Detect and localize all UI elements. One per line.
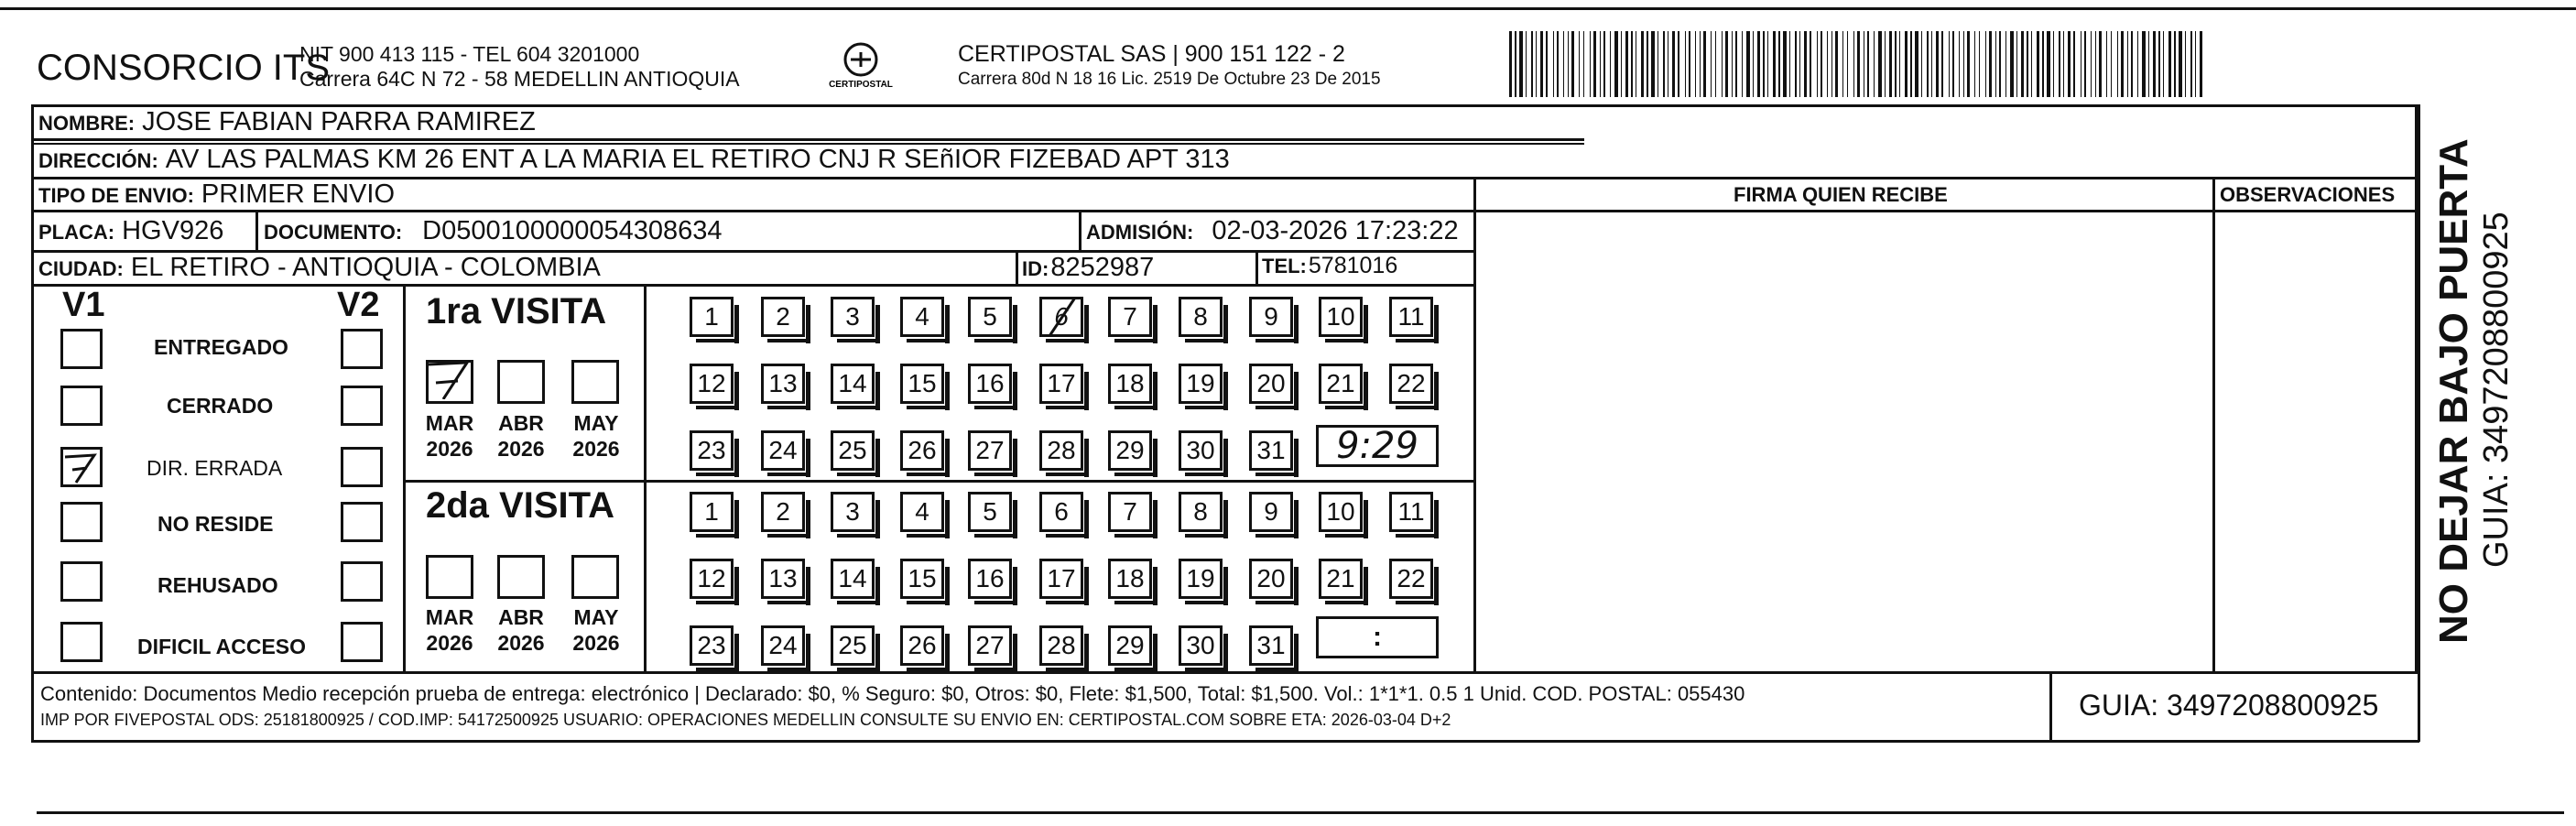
first-visit-day-10[interactable]: 10	[1319, 297, 1363, 337]
logo-text: CERTIPOSTAL	[829, 80, 893, 90]
v1-checkbox-entregado[interactable]	[60, 329, 103, 369]
first-visit-day-1[interactable]: 1	[690, 297, 734, 337]
status-entregado: ENTREGADO	[154, 335, 288, 359]
nombre-value: JOSE FABIAN PARRA RAMIREZ	[142, 107, 536, 136]
tel-value: 5781016	[1308, 253, 1398, 278]
first-visit-day-11[interactable]: 11	[1389, 297, 1433, 337]
documento-cell	[264, 216, 723, 246]
admision-label: ADMISIÓN:	[1086, 221, 1194, 244]
first-visit-day-6[interactable]: 6	[1039, 297, 1083, 337]
v1-checkbox-dificil-acceso[interactable]	[60, 622, 103, 662]
checkmark-icon	[427, 359, 471, 399]
first-month-label-may: MAY 2026	[572, 411, 620, 461]
admision-cell	[1086, 216, 1459, 246]
v2-checkbox-entregado[interactable]	[341, 329, 383, 369]
second-visit-day-13[interactable]: 13	[761, 559, 805, 599]
second-visit-time[interactable]: :	[1316, 616, 1439, 658]
second-visit-title: 2da VISITA	[426, 485, 614, 526]
company-address: Carrera 64C N 72 - 58 MEDELLIN ANTIOQUIA	[299, 67, 740, 91]
second-visit-day-8[interactable]: 8	[1179, 492, 1223, 532]
row-divider	[31, 138, 1584, 141]
second-visit-day-6[interactable]: 6	[1039, 492, 1083, 532]
top-border	[0, 7, 2576, 10]
placa-cell	[38, 216, 223, 246]
first-visit-month-may[interactable]	[571, 360, 619, 404]
col-divider	[2415, 104, 2418, 674]
placa-value: HGV926	[122, 216, 224, 245]
admision-value: 02-03-2026 17:23:22	[1212, 216, 1459, 245]
first-visit-day-23[interactable]: 23	[690, 430, 734, 471]
first-visit-day-21[interactable]: 21	[1319, 364, 1363, 404]
second-visit-day-4[interactable]: 4	[900, 492, 944, 532]
first-month-label-abr: ABR 2026	[497, 411, 545, 461]
cell-sep	[1255, 253, 1258, 284]
second-visit-day-25[interactable]: 25	[831, 625, 875, 666]
cell-sep	[255, 212, 258, 250]
first-visit-day-16[interactable]: 16	[968, 364, 1012, 404]
bottom-rule	[37, 811, 2564, 814]
status-rehusado: REHUSADO	[158, 573, 278, 597]
id-cell	[1022, 253, 1154, 283]
first-visit-day-17[interactable]: 17	[1039, 364, 1083, 404]
v2-header: V2	[337, 286, 380, 324]
id-value: 8252987	[1050, 253, 1155, 282]
v1-checkbox-no-reside[interactable]	[60, 502, 103, 542]
first-visit-day-15[interactable]: 15	[900, 364, 944, 404]
first-visit-day-28[interactable]: 28	[1039, 430, 1083, 471]
second-visit-month-may[interactable]	[571, 555, 619, 599]
second-visit-day-11[interactable]: 11	[1389, 492, 1433, 532]
tipo-envio-label: TIPO DE ENVIO:	[38, 184, 194, 207]
v1-header: V1	[62, 286, 105, 324]
first-visit-day-30[interactable]: 30	[1179, 430, 1223, 471]
col-divider	[2212, 179, 2215, 674]
first-visit-day-24[interactable]: 24	[761, 430, 805, 471]
second-visit-month-mar[interactable]	[426, 555, 473, 599]
direccion-row	[38, 145, 1230, 175]
table-left	[31, 104, 34, 742]
second-visit-day-17[interactable]: 17	[1039, 559, 1083, 599]
second-visit-day-24[interactable]: 24	[761, 625, 805, 666]
first-visit-title: 1ra VISITA	[426, 291, 607, 331]
first-visit-day-22[interactable]: 22	[1389, 364, 1433, 404]
v2-checkbox-dificil-acceso[interactable]	[341, 622, 383, 662]
col-divider	[2049, 674, 2052, 740]
second-visit-day-28[interactable]: 28	[1039, 625, 1083, 666]
first-visit-day-19[interactable]: 19	[1179, 364, 1223, 404]
status-dir-errada: DIR. ERRADA	[147, 456, 283, 480]
first-visit-day-31[interactable]: 31	[1249, 430, 1293, 471]
slash-mark-icon	[1042, 296, 1084, 336]
first-visit-day-25[interactable]: 25	[831, 430, 875, 471]
tel-label: TEL:	[1262, 255, 1307, 277]
v2-checkbox-no-reside[interactable]	[341, 502, 383, 542]
first-visit-day-7[interactable]: 7	[1108, 297, 1152, 337]
footer-print-line: IMP POR FIVEPOSTAL ODS: 25181800925 / COD.IMP: 54172500925 USUARIO: OPERACIONES MEDELLIN CONSULTE SU ENVIO EN: CERTIPOSTAL.COM SOBRE ETA: 2026-03-04 D+2	[40, 711, 1451, 729]
documento-value: D0500100000054308634	[422, 216, 723, 245]
first-visit-day-18[interactable]: 18	[1108, 364, 1152, 404]
direccion-value: AV LAS PALMAS KM 26 ENT A LA MARIA EL RETIRO CNJ R SEñIOR FIZEBAD APT 313	[165, 145, 1230, 174]
second-visit-day-23[interactable]: 23	[690, 625, 734, 666]
col-divider	[403, 287, 406, 671]
direccion-label: DIRECCIÓN:	[38, 149, 158, 172]
second-visit-day-12[interactable]: 12	[690, 559, 734, 599]
col-divider	[1473, 179, 1476, 674]
first-visit-day-4[interactable]: 4	[900, 297, 944, 337]
col-divider	[644, 287, 647, 671]
second-visit-day-29[interactable]: 29	[1108, 625, 1152, 666]
first-visit-time[interactable]: 9:29	[1316, 425, 1439, 467]
cell-sep	[1016, 253, 1018, 284]
second-visit-day-26[interactable]: 26	[900, 625, 944, 666]
second-month-label-mar: MAR 2026	[425, 605, 474, 655]
first-visit-day-26[interactable]: 26	[900, 430, 944, 471]
firma-header: FIRMA QUIEN RECIBE	[1734, 183, 1948, 206]
second-visit-day-30[interactable]: 30	[1179, 625, 1223, 666]
first-visit-day-14[interactable]: 14	[831, 364, 875, 404]
second-visit-day-20[interactable]: 20	[1249, 559, 1293, 599]
table-bottom	[31, 740, 2419, 743]
nombre-row	[38, 107, 536, 137]
first-visit-day-5[interactable]: 5	[968, 297, 1012, 337]
second-visit-day-27[interactable]: 27	[968, 625, 1012, 666]
first-month-label-mar: MAR 2026	[425, 411, 474, 461]
col-divider	[406, 480, 1473, 483]
first-visit-day-20[interactable]: 20	[1249, 364, 1293, 404]
barcode	[1509, 31, 2205, 97]
side-warning: NO DEJAR BAJO PUERTA	[2431, 138, 2476, 644]
first-visit-day-2[interactable]: 2	[761, 297, 805, 337]
second-month-label-abr: ABR 2026	[497, 605, 545, 655]
second-visit-day-9[interactable]: 9	[1249, 492, 1293, 532]
footer-content-line: Contenido: Documentos Medio recepción prueba de entrega: electrónico | Declarado: $0, % Seguro: $0, Otros: $0, Flete: $1,500, Total: $1,500. Vol.: 1*1*1. 0.5 1 Unid. COD. POSTAL: 055430	[40, 682, 1745, 705]
status-dificil-acceso: DIFICIL ACCESO	[137, 635, 307, 658]
first-visit-day-12[interactable]: 12	[690, 364, 734, 404]
ciudad-cell	[38, 253, 601, 283]
ciudad-value: EL RETIRO - ANTIOQUIA - COLOMBIA	[130, 253, 601, 282]
second-visit-month-abr[interactable]	[497, 555, 545, 599]
first-visit-month-abr[interactable]	[497, 360, 545, 404]
ciudad-label: CIUDAD:	[38, 257, 124, 280]
carrier-address: Carrera 80d N 18 16 Lic. 2519 De Octubre 23 De 2015	[958, 70, 1381, 89]
second-visit-day-1[interactable]: 1	[690, 492, 734, 532]
second-visit-day-19[interactable]: 19	[1179, 559, 1223, 599]
observaciones-header: OBSERVACIONES	[2220, 183, 2396, 206]
footer-guia: GUIA: 3497208800925	[2079, 689, 2379, 722]
row-divider	[31, 284, 1473, 287]
second-visit-day-21[interactable]: 21	[1319, 559, 1363, 599]
row-divider	[31, 210, 2419, 212]
carrier-name: CERTIPOSTAL SAS | 900 151 122 - 2	[958, 41, 1345, 67]
second-visit-day-22[interactable]: 22	[1389, 559, 1433, 599]
first-visit-day-27[interactable]: 27	[968, 430, 1012, 471]
status-no-reside: NO RESIDE	[158, 512, 274, 536]
second-visit-day-2[interactable]: 2	[761, 492, 805, 532]
second-visit-day-18[interactable]: 18	[1108, 559, 1152, 599]
second-visit-day-10[interactable]: 10	[1319, 492, 1363, 532]
second-month-label-may: MAY 2026	[572, 605, 620, 655]
first-visit-day-8[interactable]: 8	[1179, 297, 1223, 337]
v2-checkbox-rehusado[interactable]	[341, 561, 383, 602]
nombre-label: NOMBRE:	[38, 112, 136, 135]
tipo-envio-row	[38, 179, 395, 210]
second-visit-day-3[interactable]: 3	[831, 492, 875, 532]
second-visit-day-5[interactable]: 5	[968, 492, 1012, 532]
v1-checkbox-dir-errada[interactable]	[60, 447, 103, 487]
documento-label: DOCUMENTO:	[264, 221, 403, 244]
first-visit-month-mar[interactable]	[426, 360, 473, 404]
certipostal-logo	[829, 41, 893, 96]
v2-checkbox-cerrado[interactable]	[341, 386, 383, 426]
side-guia: GUIA: 3497208800925	[2477, 212, 2516, 568]
placa-label: PLACA:	[38, 221, 115, 244]
second-visit-day-14[interactable]: 14	[831, 559, 875, 599]
second-visit-day-7[interactable]: 7	[1108, 492, 1152, 532]
v1-checkbox-cerrado[interactable]	[60, 386, 103, 426]
checkmark-icon	[63, 450, 100, 484]
second-visit-day-15[interactable]: 15	[900, 559, 944, 599]
second-visit-day-31[interactable]: 31	[1249, 625, 1293, 666]
tipo-envio-value: PRIMER ENVIO	[201, 179, 396, 209]
v1-checkbox-rehusado[interactable]	[60, 561, 103, 602]
first-visit-day-13[interactable]: 13	[761, 364, 805, 404]
second-visit-day-16[interactable]: 16	[968, 559, 1012, 599]
company-nit: NIT 900 413 115 - TEL 604 3201000	[299, 42, 640, 66]
first-visit-day-3[interactable]: 3	[831, 297, 875, 337]
v2-checkbox-dir-errada[interactable]	[341, 447, 383, 487]
tel-cell	[1262, 253, 1397, 279]
cell-sep	[1079, 212, 1081, 250]
company-name: CONSORCIO ITS	[37, 48, 331, 88]
status-cerrado: CERRADO	[167, 394, 274, 418]
id-label: ID:	[1022, 257, 1049, 280]
table-right	[2418, 104, 2420, 742]
first-visit-day-29[interactable]: 29	[1108, 430, 1152, 471]
first-visit-day-9[interactable]: 9	[1249, 297, 1293, 337]
